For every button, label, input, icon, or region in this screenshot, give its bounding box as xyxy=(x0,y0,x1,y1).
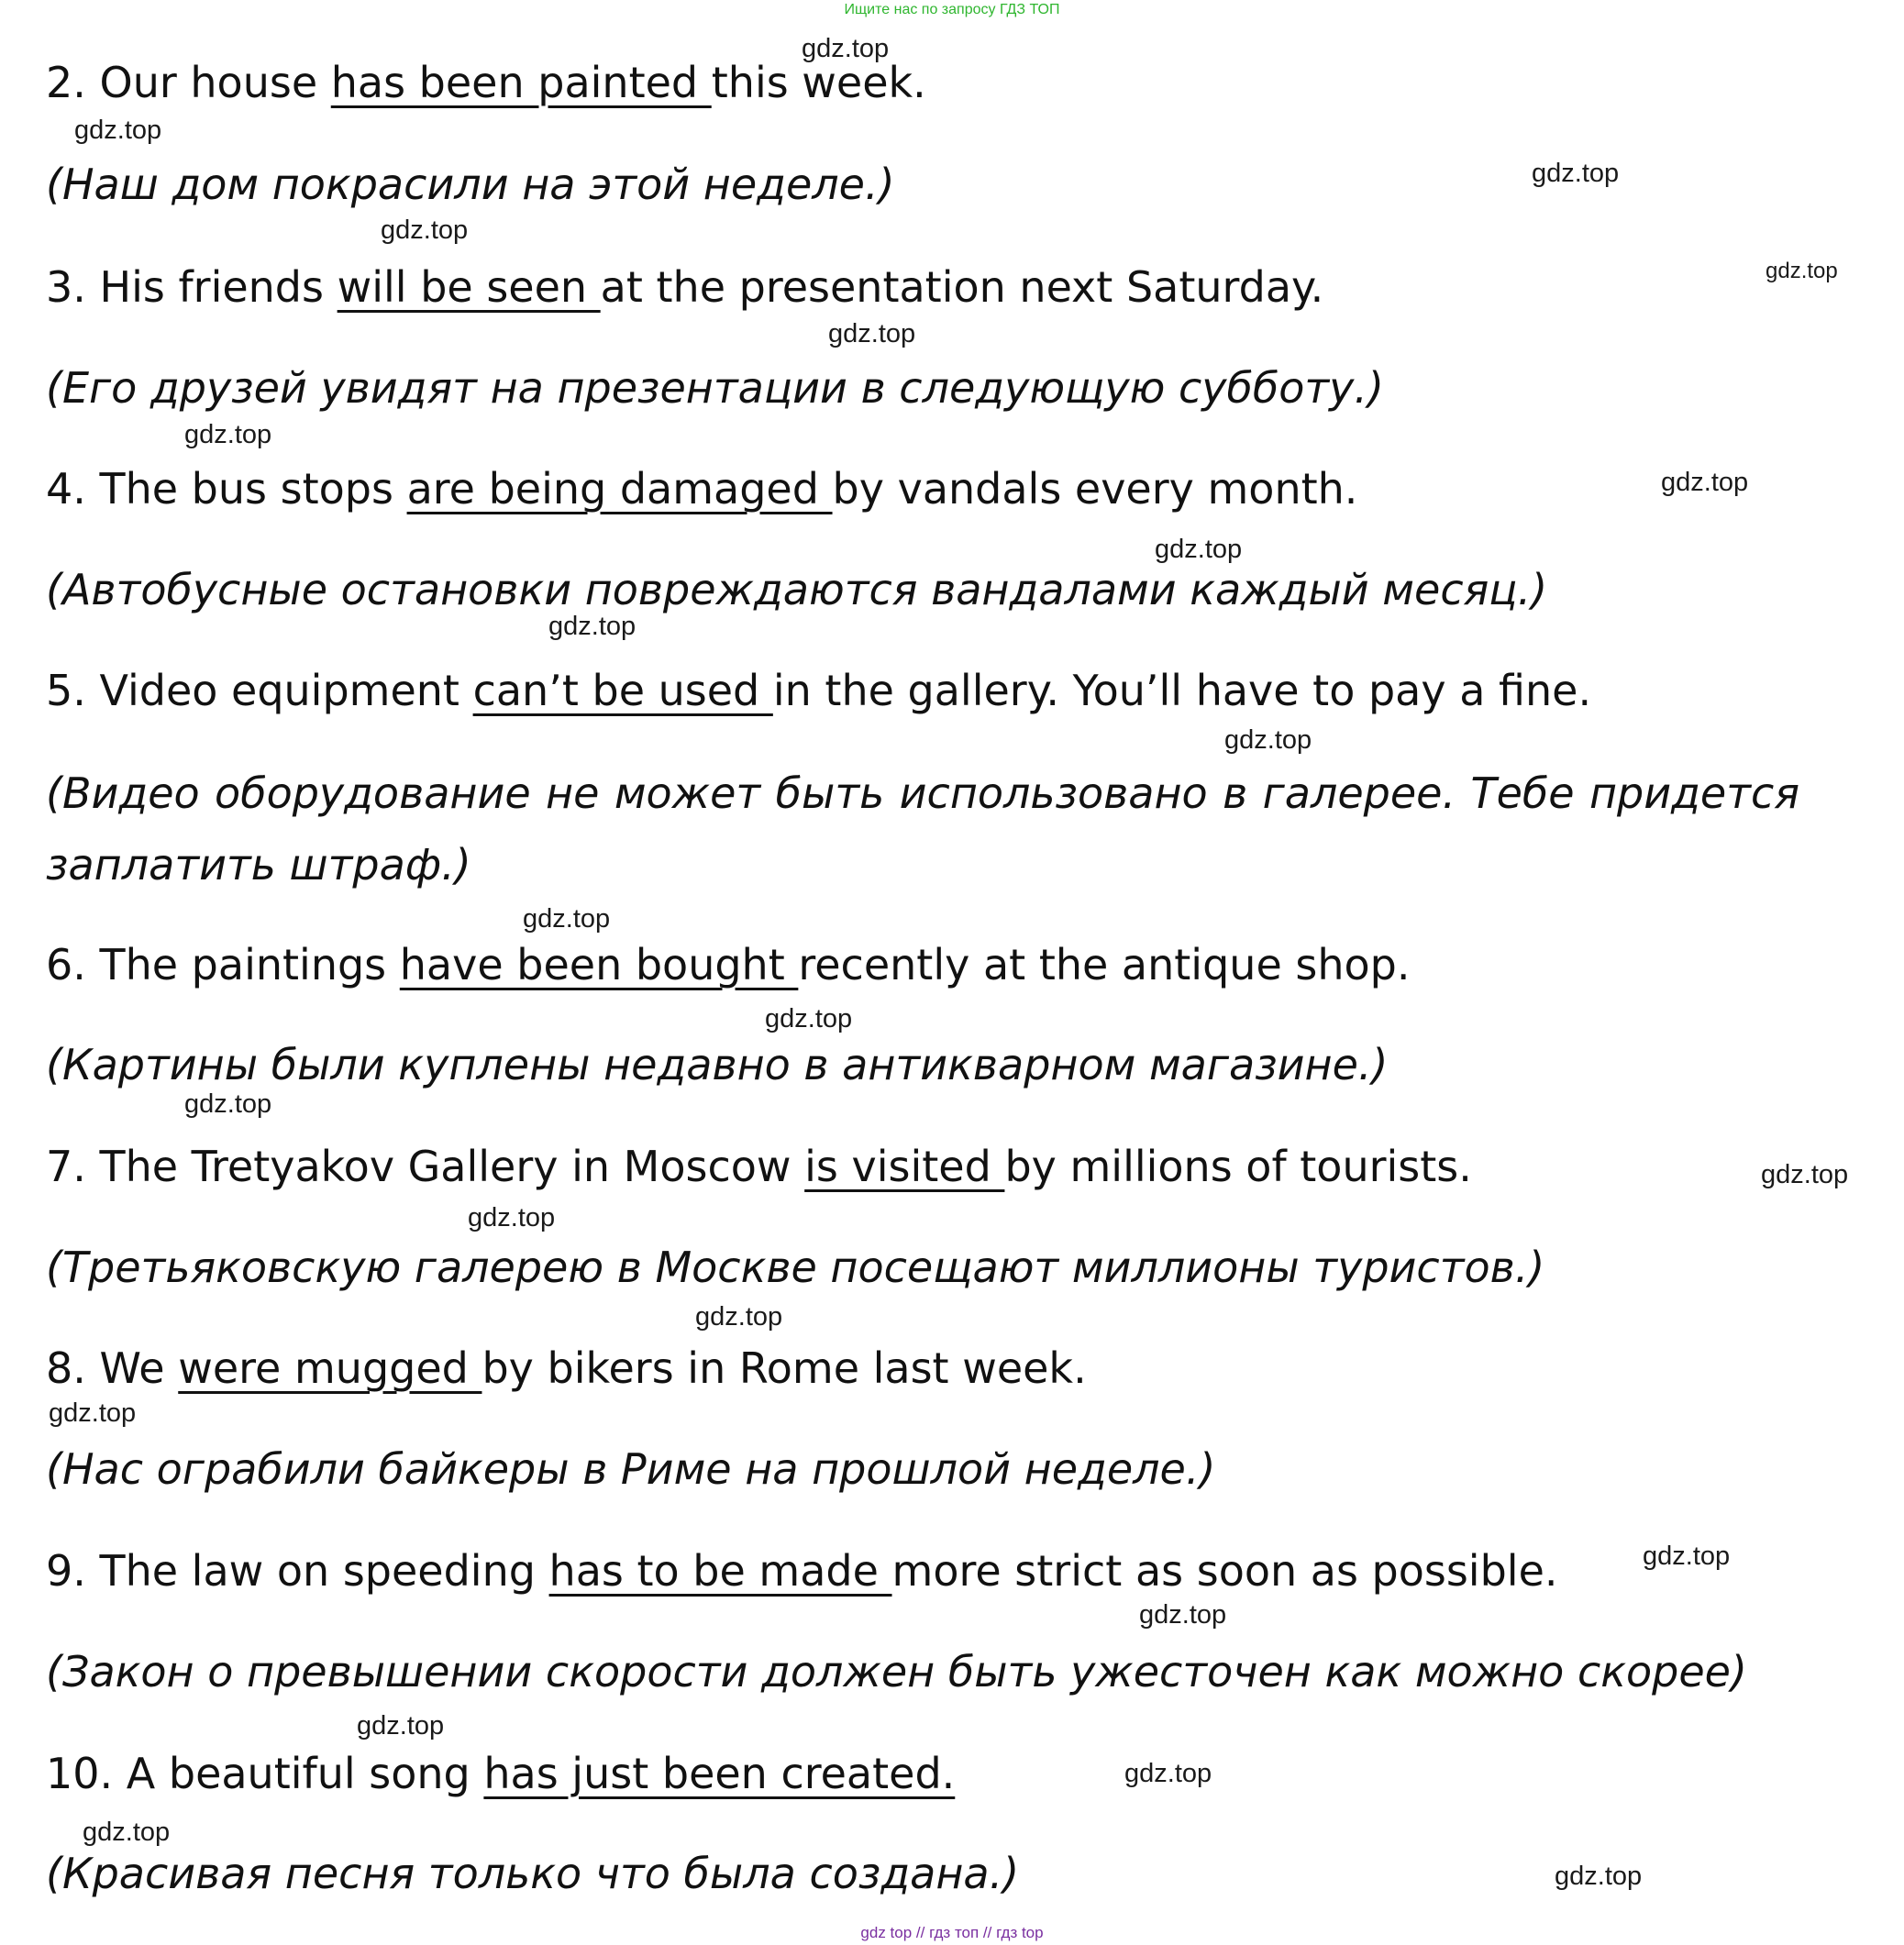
underlined-verb: has just been created. xyxy=(483,1749,956,1798)
watermark: gdz.top xyxy=(1766,259,1838,283)
watermark: gdz.top xyxy=(381,215,469,245)
translation-3: (Его друзей увидят на презентации в следующую субботу.) xyxy=(46,363,1384,413)
watermark: gdz.top xyxy=(468,1203,556,1232)
sentence-text: 6. The paintings xyxy=(46,940,400,989)
sentence-10 xyxy=(46,1748,955,1799)
translation-9: (Закон о превышении скорости должен быть ужесточен как можно скорее) xyxy=(46,1647,1747,1696)
sentence-4 xyxy=(46,463,1357,514)
sentence-text: by bikers in Rome last week. xyxy=(482,1343,1087,1393)
sentence-7 xyxy=(46,1141,1472,1192)
watermark: gdz.top xyxy=(1124,1759,1212,1788)
watermark: gdz.top xyxy=(695,1302,783,1332)
top-banner: Ищите нас по запросу ГДЗ ТОП xyxy=(844,2,1060,17)
sentence-text: this week. xyxy=(711,58,926,107)
underlined-verb: has to be made xyxy=(548,1546,892,1596)
translation-6: (Картины были куплены недавно в антикварном магазине.) xyxy=(46,1040,1389,1089)
sentence-text: recently at the antique shop. xyxy=(798,940,1411,989)
translation-10: (Красивая песня только что была создана.) xyxy=(46,1849,1020,1898)
translation-2: (Наш дом покрасили на этой неделе.) xyxy=(46,160,895,209)
translation-5: (Видео оборудование не может быть использовано в галерее. Тебе придется заплатить штраф.) xyxy=(46,768,1799,890)
watermark: gdz.top xyxy=(828,319,916,348)
watermark: gdz.top xyxy=(1555,1862,1643,1891)
watermark: gdz.top xyxy=(1139,1600,1227,1630)
translation-7: (Третьяковскую галерею в Москве посещают миллионы туристов.) xyxy=(46,1243,1545,1292)
sentence-text: 3. His friends xyxy=(46,262,338,312)
underlined-verb: is visited xyxy=(804,1142,1005,1191)
underlined-verb: can’t be used xyxy=(472,666,773,715)
underlined-verb: were mugged xyxy=(178,1343,482,1393)
translation-8: (Нас ограбили байкеры в Риме на прошлой неделе.) xyxy=(46,1444,1216,1494)
underlined-verb: have been bought xyxy=(399,940,799,989)
sentence-8 xyxy=(46,1343,1087,1394)
sentence-3 xyxy=(46,261,1323,313)
sentence-text: by vandals every month. xyxy=(832,464,1358,514)
sentence-text: more strict as soon as possible. xyxy=(891,1546,1558,1596)
watermark: gdz.top xyxy=(1155,535,1243,564)
sentence-text: 9. The law on speeding xyxy=(46,1546,549,1596)
sentence-text: in the gallery. You’ll have to pay a fine. xyxy=(772,666,1592,715)
sentence-text: 8. We xyxy=(46,1343,179,1393)
watermark: gdz.top xyxy=(357,1711,445,1741)
sentence-text: by millions of tourists. xyxy=(1004,1142,1472,1191)
sentence-text: 10. A beautiful song xyxy=(46,1749,484,1798)
underlined-verb: are being damaged xyxy=(406,464,833,514)
watermark: gdz.top xyxy=(1532,159,1620,188)
watermark: gdz.top xyxy=(83,1818,171,1847)
watermark: gdz.top xyxy=(1661,468,1749,497)
watermark: gdz.top xyxy=(184,420,272,449)
sentence-text: at the presentation next Saturday. xyxy=(600,262,1324,312)
underlined-verb: has been painted xyxy=(330,58,712,107)
sentence-9 xyxy=(46,1545,1558,1597)
sentence-text: 4. The bus stops xyxy=(46,464,407,514)
watermark: gdz.top xyxy=(74,116,162,145)
translation-4: (Автобусные остановки повреждаются вандалами каждый месяц.) xyxy=(46,565,1548,614)
footer-text: gdz top // гдз топ // гдз top xyxy=(860,1924,1044,1941)
sentence-text: 7. The Tretyakov Gallery in Moscow xyxy=(46,1142,805,1191)
sentence-text: 5. Video equipment xyxy=(46,666,473,715)
watermark: gdz.top xyxy=(1643,1542,1731,1571)
watermark: gdz.top xyxy=(548,612,637,641)
watermark: gdz.top xyxy=(765,1004,853,1033)
watermark: gdz.top xyxy=(523,904,611,934)
underlined-verb: will be seen xyxy=(337,262,601,312)
watermark: gdz.top xyxy=(49,1398,137,1428)
watermark: gdz.top xyxy=(1224,725,1312,755)
sentence-5 xyxy=(46,665,1591,716)
watermark: gdz.top xyxy=(184,1089,272,1119)
watermark: gdz.top xyxy=(802,34,890,63)
sentence-6 xyxy=(46,939,1410,990)
sentence-text: 2. Our house xyxy=(46,58,331,107)
sentence-2 xyxy=(46,57,926,108)
watermark: gdz.top xyxy=(1761,1160,1849,1189)
